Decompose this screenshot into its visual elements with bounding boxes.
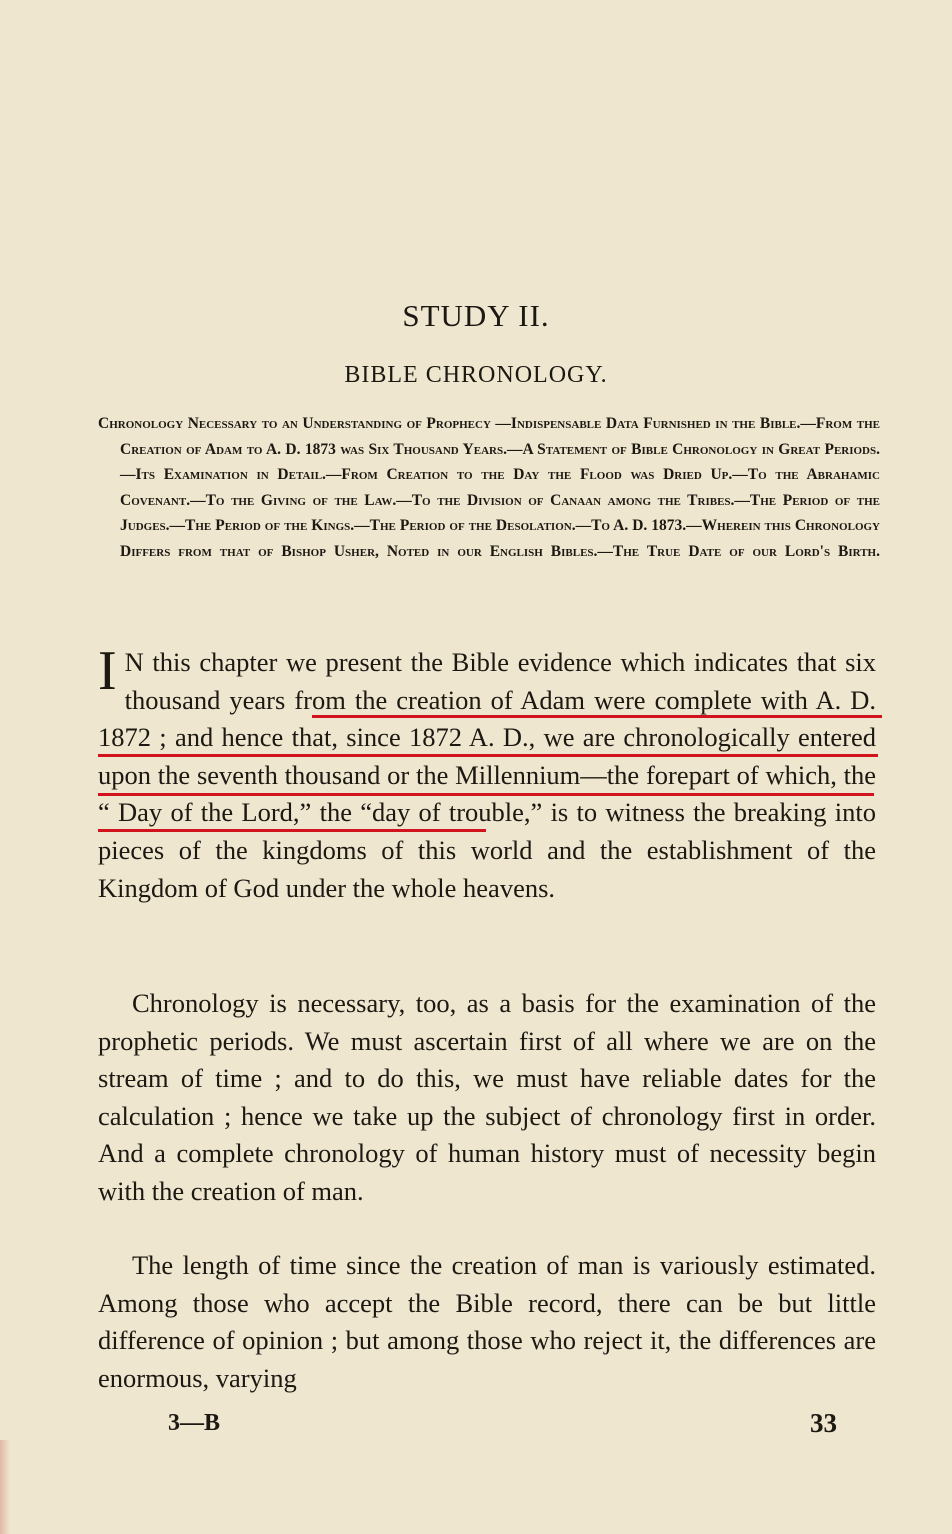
page-edge-shadow: [0, 1440, 10, 1534]
red-underline-2: [98, 754, 878, 757]
paragraph-1-text: N this chapter we present the Bible evidence which indicates that six thousand years from the creation of Adam were complete with A. D. 1872 ; and hence that, since 1872 A. D., we are chronologically entered upon the seventh thousand or the Millennium—the forepart of which, the “ Day of the Lord,” the “day of trouble,” is to witness the breaking into pieces of the kingdoms of this world and the establishment of the Kingdom of God under the whole heavens.: [98, 647, 876, 903]
page-number: 33: [810, 1408, 837, 1438]
paragraph-3: The length of time since the creation of man is variously estimated. Among those who accept the Bible record, there can be but little difference of opinion ; but among those who reject it, the differences are enormous, varying: [98, 1250, 876, 1393]
drop-cap: I: [98, 640, 117, 702]
paragraph-2: Chronology is necessary, too, as a basis for the examination of the prophetic periods. We must ascertain first of all where we are on the stream of time ; and to do this, we must have reliable dates for the calculation ; hence we take up the subject of chronology first in order. And a complete chronology of human history must of necessity begin with the creation of man.: [98, 988, 876, 1206]
study-title: STUDY II.: [402, 298, 550, 333]
red-underline-3: [98, 793, 874, 796]
study-subtitle: BIBLE CHRONOLOGY.: [344, 362, 608, 388]
paragraph-1: [98, 640, 876, 907]
chapter-synopsis: Chronology Necessary to an Understanding of Prophecy —Indispensable Data Furnished in the Bible.—From the Creation of Adam to A. D. 1873 was Six Thousand Years.—A Statement of Bible Chronology in Great Periods.—Its Examination in Detail.—From Creation to the Day the Flood was Dried Up.—To the Abrahamic Covenant.—To the Giving of the Law.—To the Division of Canaan among the Tribes.—The Period of the Judges.—The Period of the Kings.—The Period of the Desolation.—To A. D. 1873.—Wherein this Chronology Differs from that of Bishop Usher, Noted in our English Bibles.—The True Date of our Lord's Birth.: [98, 415, 880, 560]
red-underline-4: [98, 829, 486, 832]
red-underline-1: [312, 715, 882, 718]
signature-mark: 3—B: [168, 1410, 221, 1436]
